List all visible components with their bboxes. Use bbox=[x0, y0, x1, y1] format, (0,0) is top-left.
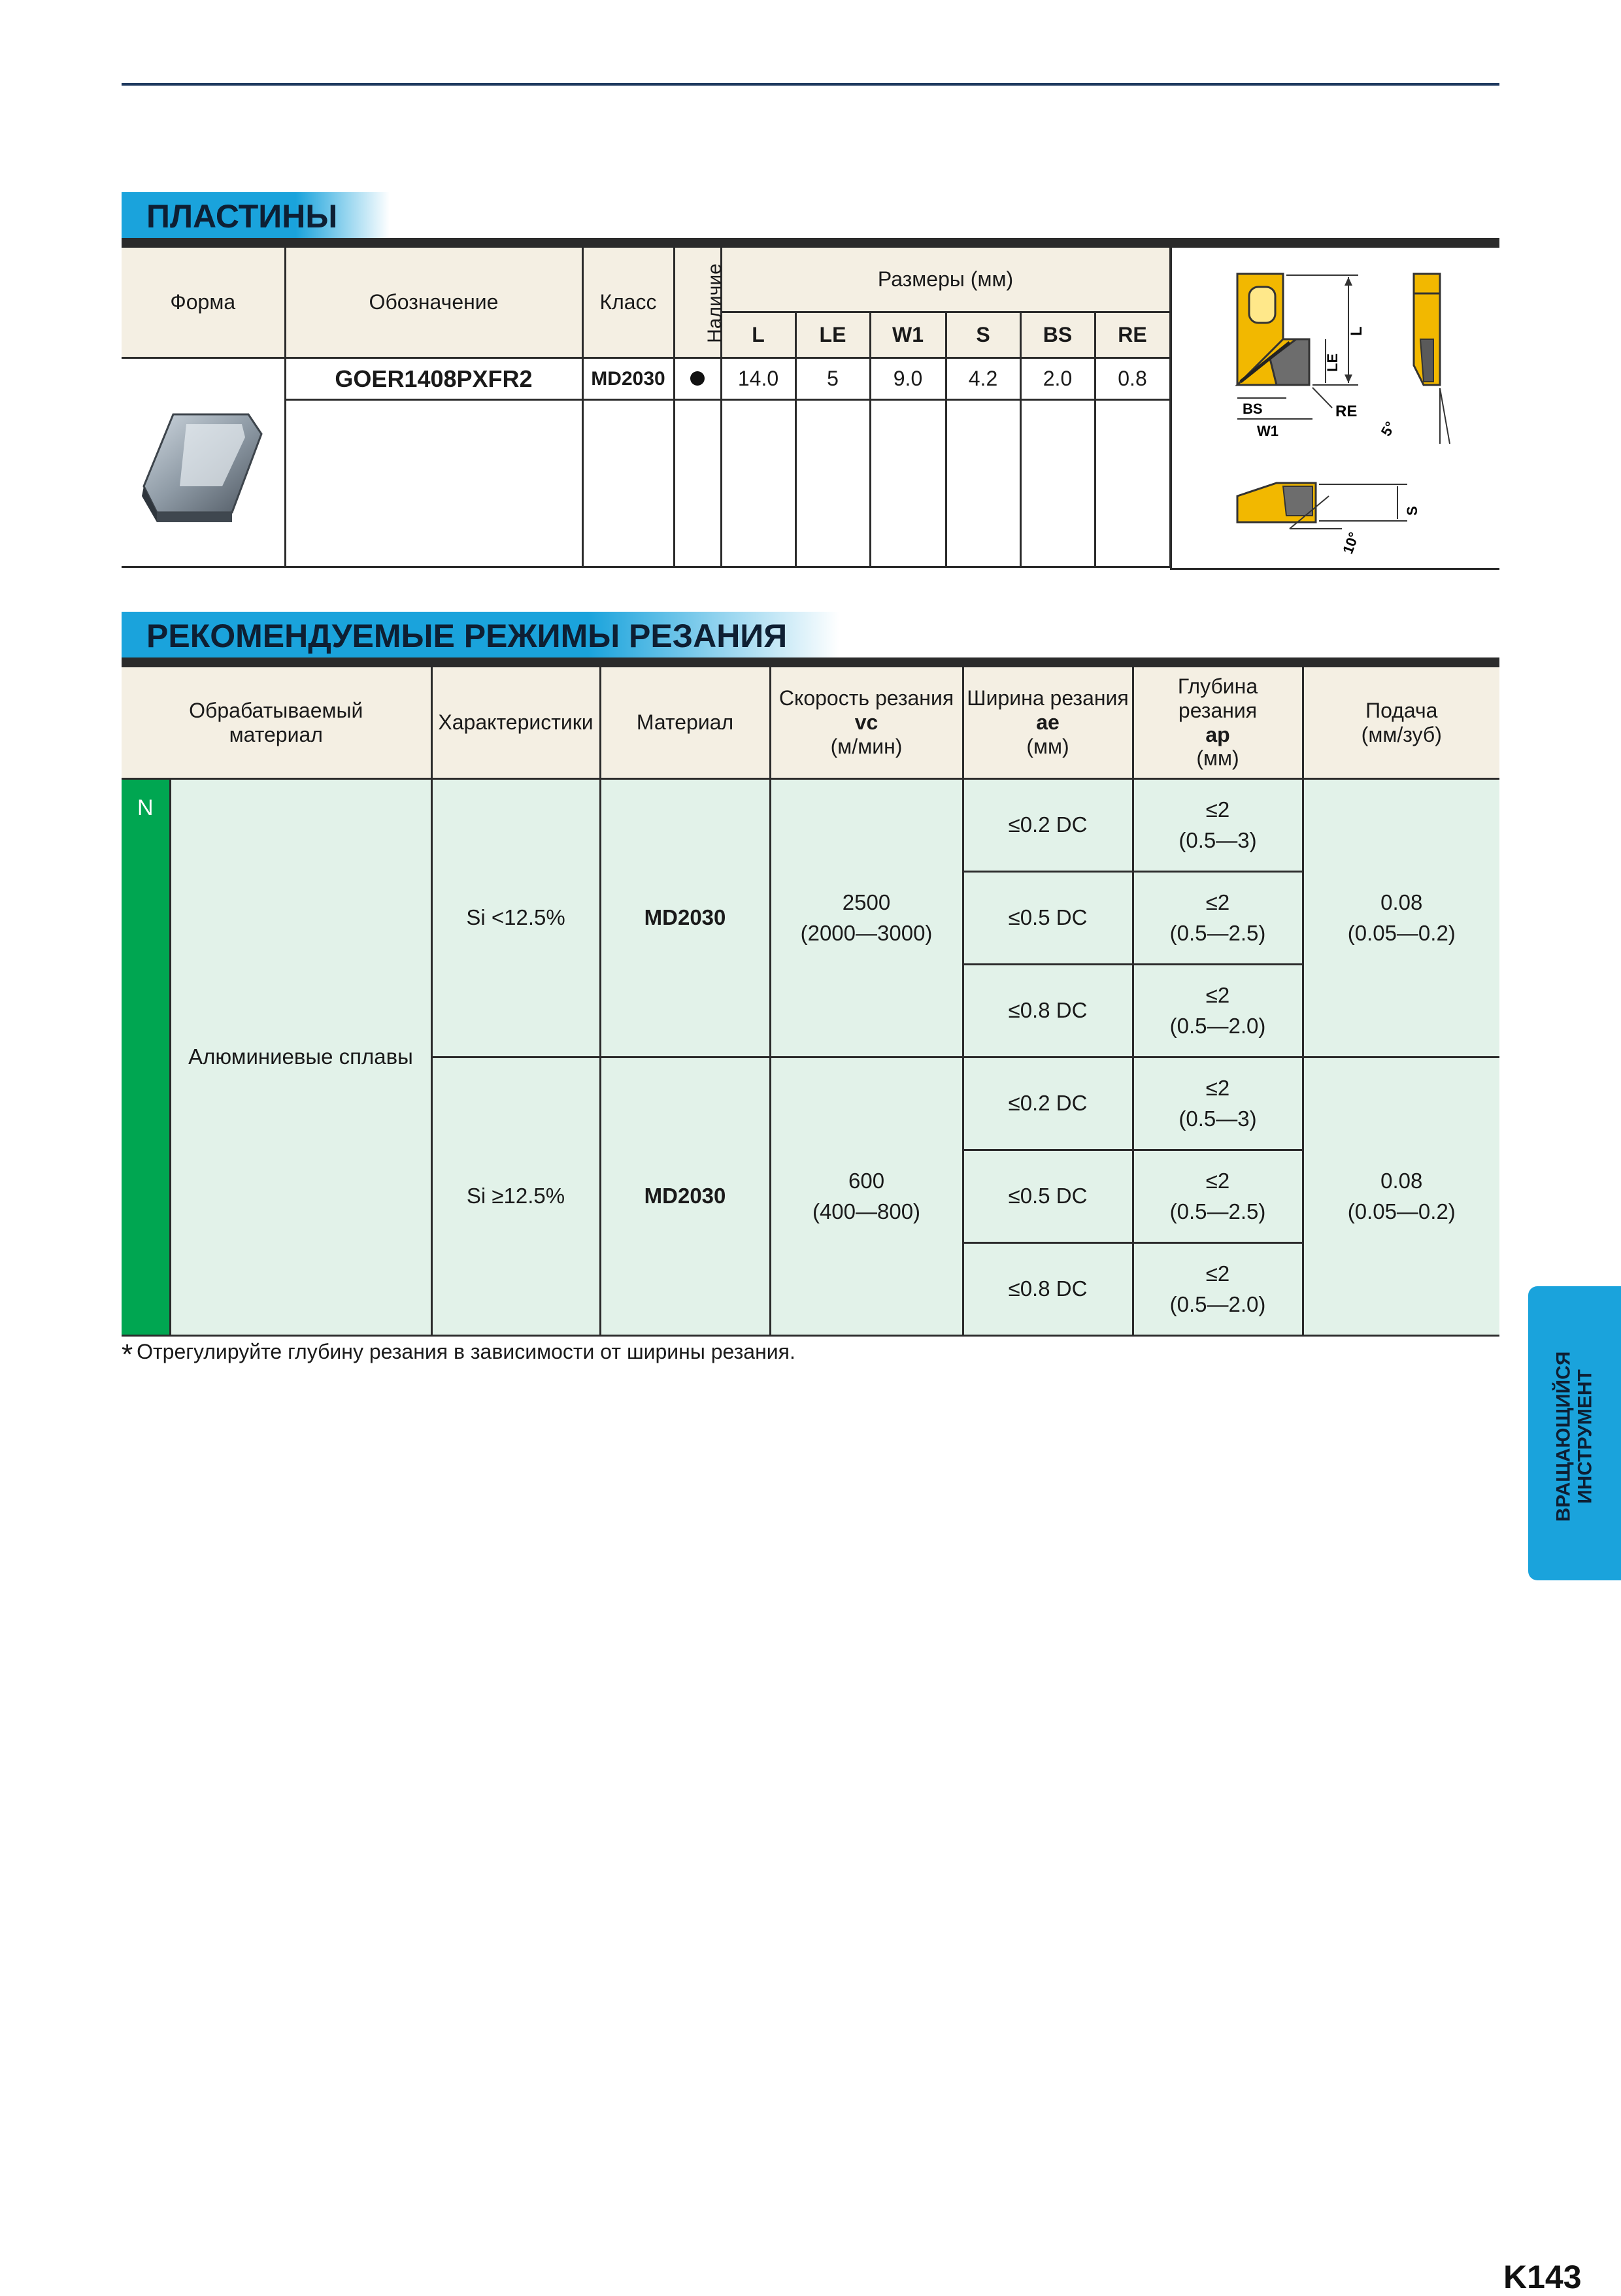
insert-dim-LE: 5 bbox=[795, 358, 870, 400]
feed-1 bbox=[1303, 779, 1499, 1057]
header-availability-label: Наличие bbox=[703, 263, 726, 343]
insert-dim-L: 14.0 bbox=[721, 358, 795, 400]
workpiece-material: Алюминиевые сплавы bbox=[170, 779, 431, 1336]
header-depth-line1: Глубина bbox=[1177, 674, 1258, 698]
label-L: L bbox=[1348, 326, 1365, 336]
speed-2-value: 600 bbox=[848, 1169, 885, 1193]
depth-2-2 bbox=[1133, 1150, 1303, 1243]
header-workpiece-material bbox=[122, 667, 431, 779]
grade-2: MD2030 bbox=[600, 1057, 770, 1336]
label-angle-10: 10° bbox=[1339, 529, 1363, 556]
grade-1: MD2030 bbox=[600, 779, 770, 1057]
inserts-section-title: ПЛАСТИНЫ bbox=[122, 192, 390, 241]
speed-1-range: (2000—3000) bbox=[800, 920, 933, 945]
speed-2 bbox=[770, 1057, 963, 1336]
inserts-section-header bbox=[122, 192, 390, 241]
top-rule bbox=[122, 83, 1499, 86]
side-tab-line1: ВРАЩАЮЩИЙСЯ bbox=[1552, 1351, 1574, 1522]
header-dim-LE: LE bbox=[795, 312, 870, 358]
header-depth-unit: (мм) bbox=[1196, 746, 1239, 771]
feed-2 bbox=[1303, 1057, 1499, 1336]
depth-1-3-value: ≤2 bbox=[1205, 983, 1230, 1008]
speed-2-range: (400—800) bbox=[812, 1199, 921, 1223]
depth-2-1 bbox=[1133, 1057, 1303, 1150]
empty-cell bbox=[285, 400, 582, 567]
header-designation: Обозначение bbox=[285, 247, 582, 358]
header-cutting-depth bbox=[1133, 667, 1303, 779]
insert-diagram-svg bbox=[1172, 248, 1499, 568]
footnote bbox=[122, 1339, 795, 1371]
cutting-section-header bbox=[122, 612, 839, 660]
label-BS: BS bbox=[1243, 401, 1263, 417]
header-material-line1: Обрабатываемый bbox=[189, 698, 363, 722]
insert-dim-BS: 2.0 bbox=[1020, 358, 1095, 400]
speed-1-value: 2500 bbox=[842, 890, 891, 915]
header-material-line2: материал bbox=[229, 722, 323, 746]
header-class: Класс bbox=[582, 247, 674, 358]
iso-group-badge: N bbox=[122, 779, 170, 1336]
depth-2-2-range: (0.5—2.5) bbox=[1169, 1199, 1266, 1223]
side-tab-line2: ИНСТРУМЕНТ bbox=[1574, 1369, 1596, 1504]
label-W1: W1 bbox=[1257, 423, 1278, 439]
header-feed-line1: Подача bbox=[1365, 698, 1438, 722]
header-width-symbol: ae bbox=[1036, 710, 1060, 735]
empty-cell bbox=[582, 400, 674, 567]
feed-2-range: (0.05—0.2) bbox=[1347, 1199, 1456, 1223]
header-speed-unit: (м/мин) bbox=[830, 734, 903, 758]
depth-1-1-range: (0.5—3) bbox=[1178, 827, 1257, 852]
header-feed bbox=[1303, 667, 1499, 779]
label-RE: RE bbox=[1335, 403, 1358, 420]
empty-cell bbox=[870, 400, 946, 567]
footnote-star: * bbox=[122, 1339, 133, 1371]
header-dim-BS: BS bbox=[1020, 312, 1095, 358]
depth-1-3-range: (0.5—2.0) bbox=[1169, 1013, 1266, 1038]
side-tab-text bbox=[1541, 1299, 1607, 1574]
feed-2-value: 0.08 bbox=[1380, 1169, 1423, 1193]
insert-dim-W1: 9.0 bbox=[870, 358, 946, 400]
insert-dim-RE: 0.8 bbox=[1095, 358, 1170, 400]
header-dimensions: Размеры (мм) bbox=[721, 247, 1170, 312]
empty-cell bbox=[946, 400, 1020, 567]
side-tab-rotating-tools[interactable] bbox=[1528, 1286, 1621, 1580]
characteristic-2: Si ≥12.5% bbox=[431, 1057, 600, 1336]
empty-cell bbox=[721, 400, 795, 567]
header-availability bbox=[674, 247, 726, 358]
depth-2-2-value: ≤2 bbox=[1205, 1169, 1230, 1193]
insert-dimension-diagram bbox=[1170, 246, 1499, 570]
insert-designation: GOER1408PXFR2 bbox=[285, 358, 582, 400]
header-depth-symbol: ap bbox=[1205, 722, 1230, 746]
feed-1-range: (0.05—0.2) bbox=[1347, 920, 1456, 945]
depth-2-3-range: (0.5—2.0) bbox=[1169, 1291, 1266, 1316]
header-speed-line1: Скорость резания bbox=[778, 686, 954, 710]
label-LE: LE bbox=[1324, 353, 1341, 372]
insert-class: MD2030 bbox=[582, 358, 674, 400]
header-dim-W1: W1 bbox=[870, 312, 946, 358]
header-dim-S: S bbox=[946, 312, 1020, 358]
insert-availability bbox=[674, 358, 721, 400]
width-2-1: ≤0.2 DC bbox=[963, 1057, 1133, 1150]
depth-1-2-range: (0.5—2.5) bbox=[1169, 920, 1266, 945]
header-width-unit: (мм) bbox=[1026, 734, 1069, 758]
width-1-2: ≤0.5 DC bbox=[963, 872, 1133, 965]
cutting-section-title: РЕКОМЕНДУЕМЫЕ РЕЖИМЫ РЕЗАНИЯ bbox=[122, 612, 839, 660]
header-characteristics: Характеристики bbox=[431, 667, 600, 779]
header-cutting-width bbox=[963, 667, 1133, 779]
header-width-line1: Ширина резания bbox=[967, 686, 1129, 710]
feed-1-value: 0.08 bbox=[1380, 890, 1423, 915]
empty-cell bbox=[1095, 400, 1170, 567]
depth-2-3 bbox=[1133, 1243, 1303, 1336]
header-speed-symbol: vc bbox=[854, 710, 878, 735]
width-2-3: ≤0.8 DC bbox=[963, 1243, 1133, 1336]
header-dim-RE: RE bbox=[1095, 312, 1170, 358]
empty-cell bbox=[795, 400, 870, 567]
width-2-2: ≤0.5 DC bbox=[963, 1150, 1133, 1243]
header-feed-line2: (мм/зуб) bbox=[1361, 722, 1442, 746]
label-angle-5: 5° bbox=[1377, 418, 1399, 439]
depth-1-3 bbox=[1133, 965, 1303, 1057]
depth-1-2-value: ≤2 bbox=[1205, 890, 1230, 915]
depth-2-3-value: ≤2 bbox=[1205, 1261, 1230, 1286]
header-depth-line2: резания bbox=[1178, 698, 1258, 722]
header-shape: Форма bbox=[122, 247, 285, 358]
depth-1-2 bbox=[1133, 872, 1303, 965]
cutting-conditions-table bbox=[122, 665, 1499, 1337]
header-grade: Материал bbox=[600, 667, 770, 779]
width-1-1: ≤0.2 DC bbox=[963, 779, 1133, 872]
inserts-table bbox=[122, 246, 1171, 568]
characteristic-1: Si <12.5% bbox=[431, 779, 600, 1057]
header-dim-L: L bbox=[721, 312, 795, 358]
width-1-3: ≤0.8 DC bbox=[963, 965, 1133, 1057]
empty-cell bbox=[1020, 400, 1095, 567]
page-number: K143 bbox=[1503, 2259, 1582, 2295]
empty-cell bbox=[674, 400, 721, 567]
insert-shape-cell bbox=[122, 358, 285, 567]
insert-dim-S: 4.2 bbox=[946, 358, 1020, 400]
footnote-text: Отрегулируйте глубину резания в зависимости от ширины резания. bbox=[137, 1340, 795, 1363]
header-cutting-speed bbox=[770, 667, 963, 779]
depth-2-1-range: (0.5—3) bbox=[1178, 1106, 1257, 1131]
depth-1-1-value: ≤2 bbox=[1205, 797, 1230, 822]
insert-image-icon bbox=[134, 388, 271, 532]
depth-2-1-value: ≤2 bbox=[1205, 1076, 1230, 1101]
diagram-thick-rule bbox=[1170, 238, 1499, 247]
speed-1 bbox=[770, 779, 963, 1057]
label-S: S bbox=[1404, 506, 1420, 516]
availability-dot-icon bbox=[690, 371, 705, 386]
depth-1-1 bbox=[1133, 779, 1303, 872]
